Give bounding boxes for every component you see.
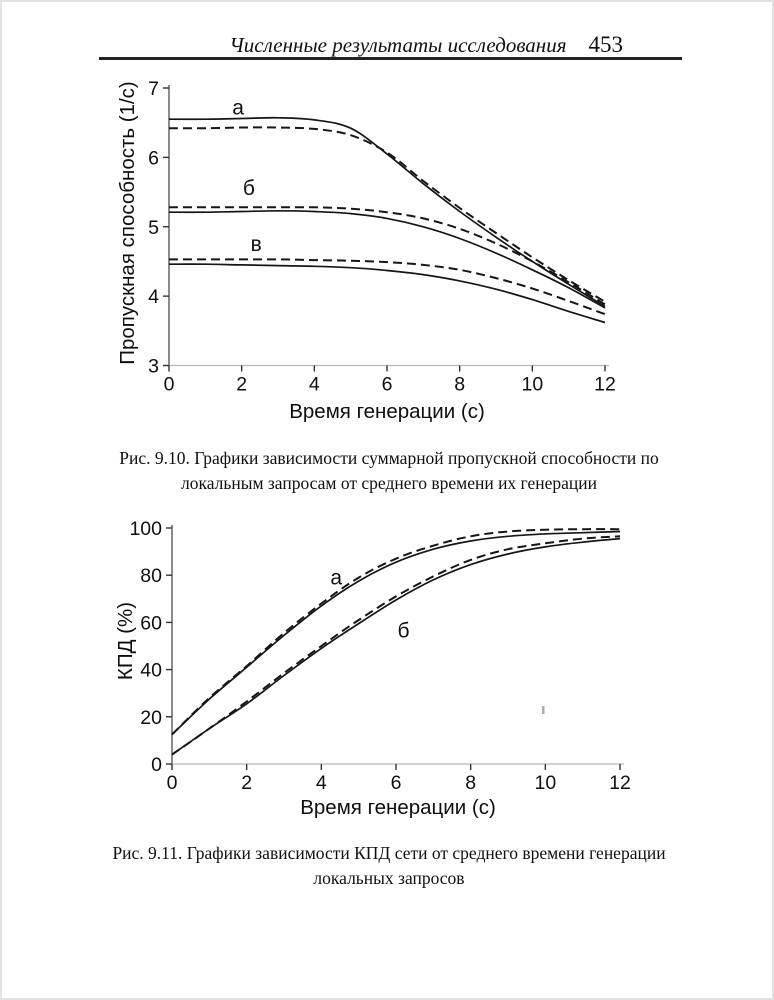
x-tick-label: 8: [465, 772, 477, 794]
y-tick-label: 20: [140, 706, 162, 729]
curve-label-а: а: [330, 566, 343, 590]
curve-label-б: б: [397, 619, 410, 643]
figure-9-11-chart: [129, 518, 630, 794]
curve-label-б: б: [242, 176, 255, 200]
curve-б-dashed: [169, 207, 605, 304]
caption-line-2: локальных запросов: [313, 868, 465, 889]
x-tick-label: 10: [521, 373, 544, 396]
y-tick-label: 3: [148, 355, 159, 378]
y-tick-label: 7: [148, 78, 159, 100]
curve-в-dashed: [169, 259, 605, 314]
x-tick-label: 12: [609, 772, 631, 794]
figure-9-10-chart: [148, 78, 616, 396]
figure-9-10-caption: [89, 446, 689, 497]
x-axis-title-generation-time-1: Время генерации (с): [289, 400, 485, 423]
y-tick-label: 40: [140, 659, 162, 682]
y-tick-label: 80: [140, 565, 162, 588]
figure-9-11-caption: [89, 841, 689, 892]
page-number: 453: [588, 32, 623, 57]
curve-а-solid: [172, 532, 620, 735]
x-tick-label: 2: [241, 772, 253, 794]
y-axis-title-throughput: Пропускная способность (1/с): [116, 81, 139, 365]
curve-label-в: в: [250, 233, 262, 257]
y-tick-label: 100: [129, 518, 162, 540]
x-tick-label: 10: [534, 772, 557, 794]
x-tick-label: 12: [594, 373, 616, 396]
curve-б-solid: [169, 211, 605, 308]
x-tick-label: 8: [454, 373, 466, 396]
x-tick-label: 6: [381, 373, 393, 396]
y-tick-label: 5: [148, 216, 159, 239]
y-tick-label: 4: [148, 286, 159, 309]
x-tick-label: 2: [236, 373, 248, 396]
x-tick-label: 6: [390, 772, 402, 794]
curve-б-dashed: [172, 536, 620, 754]
caption-line-1: Рис. 9.11. Графики зависимости КПД сети от среднего времени генерации: [112, 843, 666, 863]
caption-line-2: локальным запросам от среднего времени их генерации: [180, 473, 598, 494]
x-tick-label: 0: [163, 373, 175, 396]
running-title: Численные результаты исследования: [229, 33, 567, 57]
y-tick-label: 60: [140, 612, 162, 635]
curve-а-dashed: [172, 529, 620, 734]
y-tick-label: 0: [151, 754, 162, 776]
x-tick-label: 0: [166, 772, 178, 794]
y-axis-title-efficiency: КПД (%): [114, 601, 137, 681]
scan-artifact: [542, 706, 545, 714]
curve-б-solid: [172, 539, 620, 755]
x-tick-label: 4: [315, 772, 327, 794]
x-tick-label: 4: [308, 373, 320, 396]
x-axis-title-generation-time-2: Время генерации (с): [300, 796, 496, 819]
caption-line-1: Рис. 9.10. Графики зависимости суммарной пропускной способности по: [119, 448, 659, 468]
y-tick-label: 6: [148, 147, 159, 170]
curve-label-а: а: [232, 96, 244, 120]
